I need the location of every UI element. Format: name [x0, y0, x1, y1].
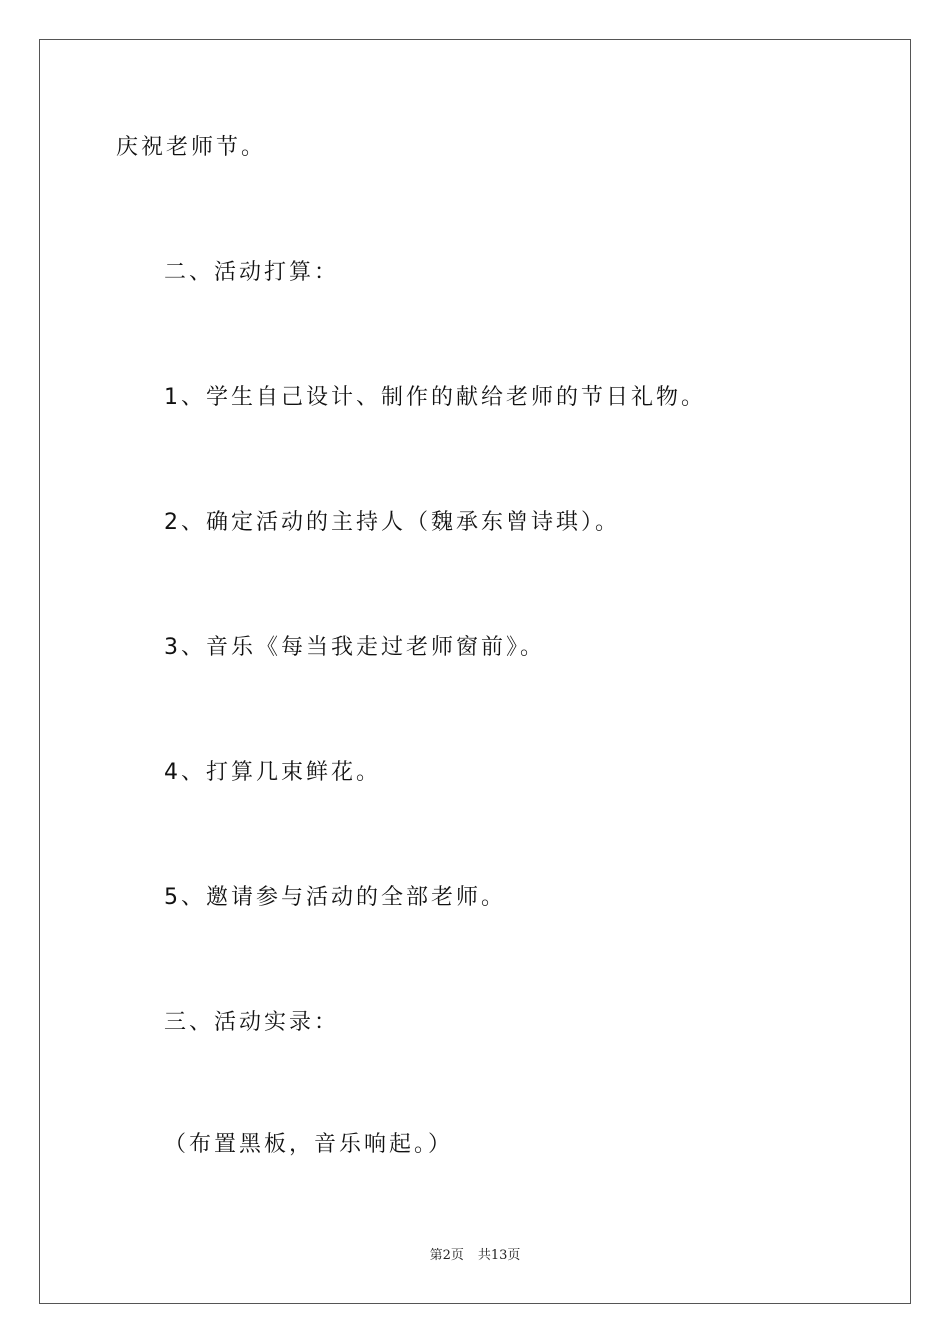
paragraph-closing-line: 庆祝老师节。: [116, 135, 267, 160]
list-item: 1、学生自己设计、制作的献给老师的节日礼物。: [164, 385, 706, 410]
stage-direction: （布置黑板，音乐响起。）: [164, 1132, 454, 1157]
list-item: 4、打算几束鲜花。: [164, 760, 381, 785]
section-heading-activity-record: 三、活动实录：: [164, 1010, 340, 1035]
page-frame: [39, 39, 911, 1304]
page-footer: [0, 1246, 950, 1266]
list-item: 2、确定活动的主持人（魏承东曾诗琪）。: [164, 510, 620, 535]
page-total: 共13页: [477, 1248, 521, 1263]
list-item: 3、音乐《每当我走过老师窗前》。: [164, 635, 545, 660]
section-heading-activity-plan: 二、活动打算：: [164, 260, 340, 285]
page-number: 第2页: [429, 1248, 464, 1263]
list-item: 5、邀请参与活动的全部老师。: [164, 885, 506, 910]
